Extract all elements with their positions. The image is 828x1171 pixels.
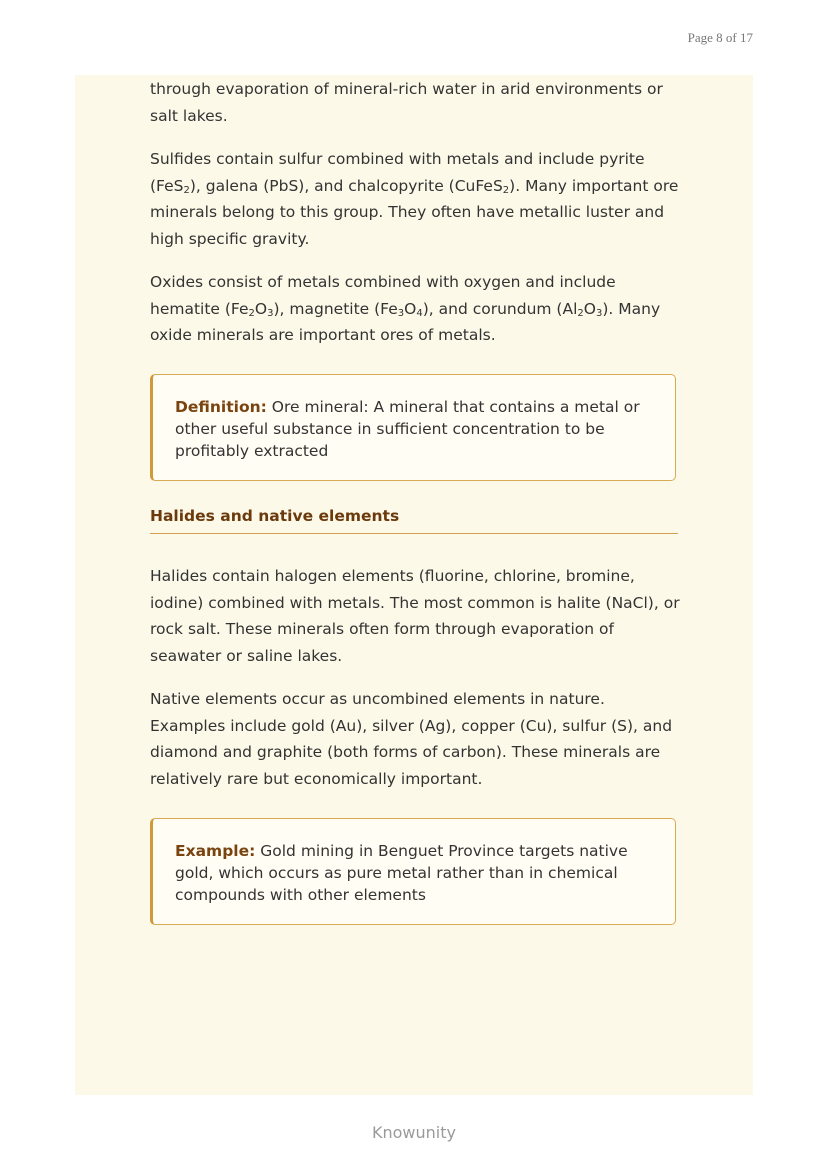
- page-number: Page 8 of 17: [687, 30, 753, 45]
- definition-text: Ore mineral: A mineral that contains a metal or other useful substance in sufficient concentration to be profitably extracted: [175, 398, 640, 460]
- example-callout: [150, 818, 676, 925]
- example-text: Gold mining in Benguet Province targets native gold, which occurs as pure metal rather than in chemical compounds with other elements: [175, 842, 628, 904]
- example-label: Example:: [175, 842, 256, 860]
- definition-label: Definition:: [175, 398, 267, 416]
- paragraph-sulfides: Sulfides contain sulfur combined with metals and include pyrite (FeS$_2$), galena (PbS), and chalcopyrite (CuFeS$_2$). Many important ore minerals belong to this group. They often have metallic luster and high specific gravity.: [150, 150, 679, 248]
- paragraph-halides: Halides contain halogen elements (fluorine, chlorine, bromine, iodine) combined with metals. The most common is halite (NaCl), or rock salt. These minerals often form through evaporation of seawater or saline lakes.: [150, 567, 680, 665]
- paragraph-oxides: Oxides consist of metals combined with oxygen and include hematite $(Fe_2O_3)$, magnetite $(Fe_3O_4)$, and corundum $(Al_2O_3)$. Many oxide minerals are important ores of metals.: [150, 273, 661, 344]
- section-heading-halides: Halides and native elements: [150, 507, 678, 534]
- footer-brand-logo: Knowunity: [372, 1123, 456, 1142]
- paragraph-evaporation: through evaporation of mineral-rich water in arid environments or salt lakes.: [150, 80, 663, 125]
- definition-callout: [150, 374, 676, 481]
- paragraph-native-elements: Native elements occur as uncombined elements in nature. Examples include gold (Au), silver (Ag), copper (Cu), sulfur (S), and diamond and graphite (both forms of carbon). These minerals are relatively rare but economically important.: [150, 690, 673, 788]
